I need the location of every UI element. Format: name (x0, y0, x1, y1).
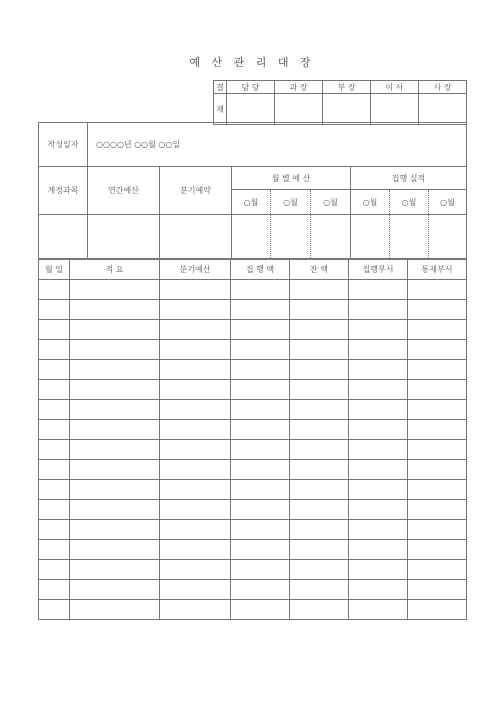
cell-balance[interactable] (290, 600, 349, 620)
cell-quarter-budget[interactable] (160, 380, 231, 400)
table-row (39, 380, 467, 400)
cell-quarter-budget[interactable] (160, 340, 231, 360)
cell-balance[interactable] (290, 380, 349, 400)
budget-month-1: ○월 (232, 190, 271, 215)
cell-control-dept[interactable] (408, 520, 467, 540)
cell-date[interactable] (39, 520, 70, 540)
cell-executed-amount[interactable] (231, 520, 290, 540)
execution-month-3-value[interactable] (429, 215, 467, 259)
cell-balance[interactable] (290, 540, 349, 560)
budget-month-1-value[interactable] (232, 215, 271, 259)
account-value[interactable] (39, 215, 88, 259)
approval-sign-staff[interactable] (227, 94, 275, 125)
cell-date[interactable] (39, 360, 70, 380)
table-row (39, 280, 467, 300)
table-row (39, 400, 467, 420)
cell-executed-amount[interactable] (231, 300, 290, 320)
execution-month-1-value[interactable] (351, 215, 390, 259)
budget-month-3: ○월 (311, 190, 351, 215)
cell-executing-dept[interactable] (349, 600, 408, 620)
table-row (39, 340, 467, 360)
cell-date[interactable] (39, 600, 70, 620)
cell-date[interactable] (39, 320, 70, 340)
cell-control-dept[interactable] (408, 420, 467, 440)
cell-balance[interactable] (290, 480, 349, 500)
cell-balance[interactable] (290, 560, 349, 580)
cell-quarter-budget[interactable] (160, 580, 231, 600)
cell-control-dept[interactable] (408, 600, 467, 620)
header-executed-amount: 집 행 액 (231, 260, 290, 280)
cell-date[interactable] (39, 440, 70, 460)
cell-control-dept[interactable] (408, 280, 467, 300)
cell-date[interactable] (39, 580, 70, 600)
cell-quarter-budget[interactable] (160, 400, 231, 420)
cell-executed-amount[interactable] (231, 440, 290, 460)
cell-executed-amount[interactable] (231, 340, 290, 360)
cell-control-dept[interactable] (408, 360, 467, 380)
table-row (39, 320, 467, 340)
quarter-budget-value[interactable] (160, 215, 232, 259)
annual-budget-label: 연간예산 (88, 167, 160, 215)
table-row (39, 520, 467, 540)
cell-executed-amount[interactable] (231, 600, 290, 620)
cell-balance[interactable] (290, 420, 349, 440)
cell-balance[interactable] (290, 520, 349, 540)
cell-balance[interactable] (290, 320, 349, 340)
cell-executing-dept[interactable] (349, 380, 408, 400)
header-date: 월 일 (39, 260, 70, 280)
ledger-table (38, 259, 467, 620)
header-quarter-budget: 분기예산 (160, 260, 231, 280)
account-label: 계정과목 (39, 167, 88, 215)
cell-date[interactable] (39, 500, 70, 520)
cell-date[interactable] (39, 400, 70, 420)
cell-executed-amount[interactable] (231, 540, 290, 560)
cell-control-dept[interactable] (408, 320, 467, 340)
execution-month-3: ○월 (429, 190, 467, 215)
cell-date[interactable] (39, 420, 70, 440)
document-title: 예 산 관 리 대 장 (189, 56, 315, 69)
cell-date[interactable] (39, 460, 70, 480)
cell-date[interactable] (39, 540, 70, 560)
cell-balance[interactable] (290, 580, 349, 600)
cell-executed-amount[interactable] (231, 360, 290, 380)
cell-balance[interactable] (290, 400, 349, 420)
cell-executed-amount[interactable] (231, 580, 290, 600)
approval-sign-section-chief[interactable] (275, 94, 323, 125)
table-row (39, 480, 467, 500)
cell-summary[interactable] (70, 440, 160, 460)
cell-date[interactable] (39, 480, 70, 500)
table-row (39, 500, 467, 520)
cell-quarter-budget[interactable] (160, 480, 231, 500)
cell-control-dept[interactable] (408, 300, 467, 320)
cell-summary[interactable] (70, 340, 160, 360)
cell-date[interactable] (39, 300, 70, 320)
cell-balance[interactable] (290, 440, 349, 460)
approval-role-section-chief: 과 장 (275, 81, 323, 94)
cell-executed-amount[interactable] (231, 380, 290, 400)
cell-summary[interactable] (70, 480, 160, 500)
cell-control-dept[interactable] (408, 380, 467, 400)
table-row (39, 440, 467, 460)
table-row (39, 460, 467, 480)
cell-executing-dept[interactable] (349, 360, 408, 380)
table-row (39, 540, 467, 560)
cell-executing-dept[interactable] (349, 460, 408, 480)
cell-quarter-budget[interactable] (160, 280, 231, 300)
cell-executed-amount[interactable] (231, 480, 290, 500)
cell-summary[interactable] (70, 520, 160, 540)
cell-executed-amount[interactable] (231, 400, 290, 420)
cell-control-dept[interactable] (408, 460, 467, 480)
cell-summary[interactable] (70, 540, 160, 560)
cell-summary[interactable] (70, 420, 160, 440)
cell-executing-dept[interactable] (349, 540, 408, 560)
cell-control-dept[interactable] (408, 500, 467, 520)
header-summary: 적 요 (70, 260, 160, 280)
cell-executing-dept[interactable] (349, 400, 408, 420)
cell-executing-dept[interactable] (349, 340, 408, 360)
cell-date[interactable] (39, 340, 70, 360)
execution-month-2-value[interactable] (390, 215, 429, 259)
cell-executing-dept[interactable] (349, 420, 408, 440)
cell-summary[interactable] (70, 500, 160, 520)
cell-quarter-budget[interactable] (160, 300, 231, 320)
cell-executed-amount[interactable] (231, 560, 290, 580)
approval-sign-president[interactable] (419, 94, 467, 125)
cell-control-dept[interactable] (408, 340, 467, 360)
cell-quarter-budget[interactable] (160, 600, 231, 620)
cell-executing-dept[interactable] (349, 580, 408, 600)
quarter-budget-label: 분기예약 (160, 167, 232, 215)
cell-summary[interactable] (70, 360, 160, 380)
table-row (39, 420, 467, 440)
date-label: 작성일자 (39, 123, 88, 167)
header-control-dept: 통제부서 (408, 260, 467, 280)
budget-month-2-value[interactable] (271, 215, 311, 259)
table-row (39, 600, 467, 620)
cell-executed-amount[interactable] (231, 280, 290, 300)
approval-role-president: 사 장 (419, 81, 467, 94)
cell-control-dept[interactable] (408, 580, 467, 600)
cell-summary[interactable] (70, 300, 160, 320)
cell-executing-dept[interactable] (349, 560, 408, 580)
cell-balance[interactable] (290, 280, 349, 300)
cell-control-dept[interactable] (408, 440, 467, 460)
cell-control-dept[interactable] (408, 540, 467, 560)
cell-quarter-budget[interactable] (160, 420, 231, 440)
cell-balance[interactable] (290, 360, 349, 380)
cell-executing-dept[interactable] (349, 520, 408, 540)
execution-label: 집행 실적 (351, 167, 467, 190)
cell-balance[interactable] (290, 460, 349, 480)
approval-role-director: 이 사 (371, 81, 419, 94)
cell-date[interactable] (39, 280, 70, 300)
approval-side-top: 결 (214, 81, 227, 94)
cell-executed-amount[interactable] (231, 460, 290, 480)
cell-summary[interactable] (70, 400, 160, 420)
table-row (39, 360, 467, 380)
budget-info-table (38, 122, 467, 259)
cell-executing-dept[interactable] (349, 480, 408, 500)
cell-summary[interactable] (70, 600, 160, 620)
cell-control-dept[interactable] (408, 480, 467, 500)
cell-balance[interactable] (290, 500, 349, 520)
budget-month-3-value[interactable] (311, 215, 351, 259)
cell-quarter-budget[interactable] (160, 440, 231, 460)
cell-executing-dept[interactable] (349, 320, 408, 340)
cell-control-dept[interactable] (408, 560, 467, 580)
cell-quarter-budget[interactable] (160, 460, 231, 480)
header-executing-dept: 집행부서 (349, 260, 408, 280)
cell-control-dept[interactable] (408, 400, 467, 420)
header-balance: 잔 액 (290, 260, 349, 280)
cell-summary[interactable] (70, 460, 160, 480)
cell-quarter-budget[interactable] (160, 320, 231, 340)
cell-executing-dept[interactable] (349, 280, 408, 300)
budget-month-2: ○월 (271, 190, 311, 215)
ledger-header-row (39, 260, 467, 280)
approval-sign-director[interactable] (371, 94, 419, 125)
table-row (39, 560, 467, 580)
cell-summary[interactable] (70, 320, 160, 340)
execution-month-2: ○월 (390, 190, 429, 215)
approval-role-dept-head: 부 장 (323, 81, 371, 94)
cell-summary[interactable] (70, 280, 160, 300)
table-row (39, 300, 467, 320)
cell-executing-dept[interactable] (349, 300, 408, 320)
cell-balance[interactable] (290, 340, 349, 360)
cell-date[interactable] (39, 560, 70, 580)
approval-role-staff: 담 당 (227, 81, 275, 94)
cell-summary[interactable] (70, 580, 160, 600)
date-value[interactable]: ○○○○년 ○○월 ○○일 (88, 123, 467, 167)
cell-summary[interactable] (70, 560, 160, 580)
cell-executed-amount[interactable] (231, 320, 290, 340)
cell-executing-dept[interactable] (349, 440, 408, 460)
cell-quarter-budget[interactable] (160, 520, 231, 540)
approval-side-bottom: 재 (214, 94, 227, 125)
approval-table (213, 80, 467, 125)
cell-balance[interactable] (290, 300, 349, 320)
cell-quarter-budget[interactable] (160, 560, 231, 580)
monthly-budget-label: 월 별 예 산 (232, 167, 351, 190)
cell-executing-dept[interactable] (349, 500, 408, 520)
execution-month-1: ○월 (351, 190, 390, 215)
approval-sign-dept-head[interactable] (323, 94, 371, 125)
cell-quarter-budget[interactable] (160, 360, 231, 380)
cell-executed-amount[interactable] (231, 420, 290, 440)
cell-executed-amount[interactable] (231, 500, 290, 520)
cell-date[interactable] (39, 380, 70, 400)
cell-quarter-budget[interactable] (160, 500, 231, 520)
table-row (39, 580, 467, 600)
cell-summary[interactable] (70, 380, 160, 400)
annual-budget-value[interactable] (88, 215, 160, 259)
cell-quarter-budget[interactable] (160, 540, 231, 560)
